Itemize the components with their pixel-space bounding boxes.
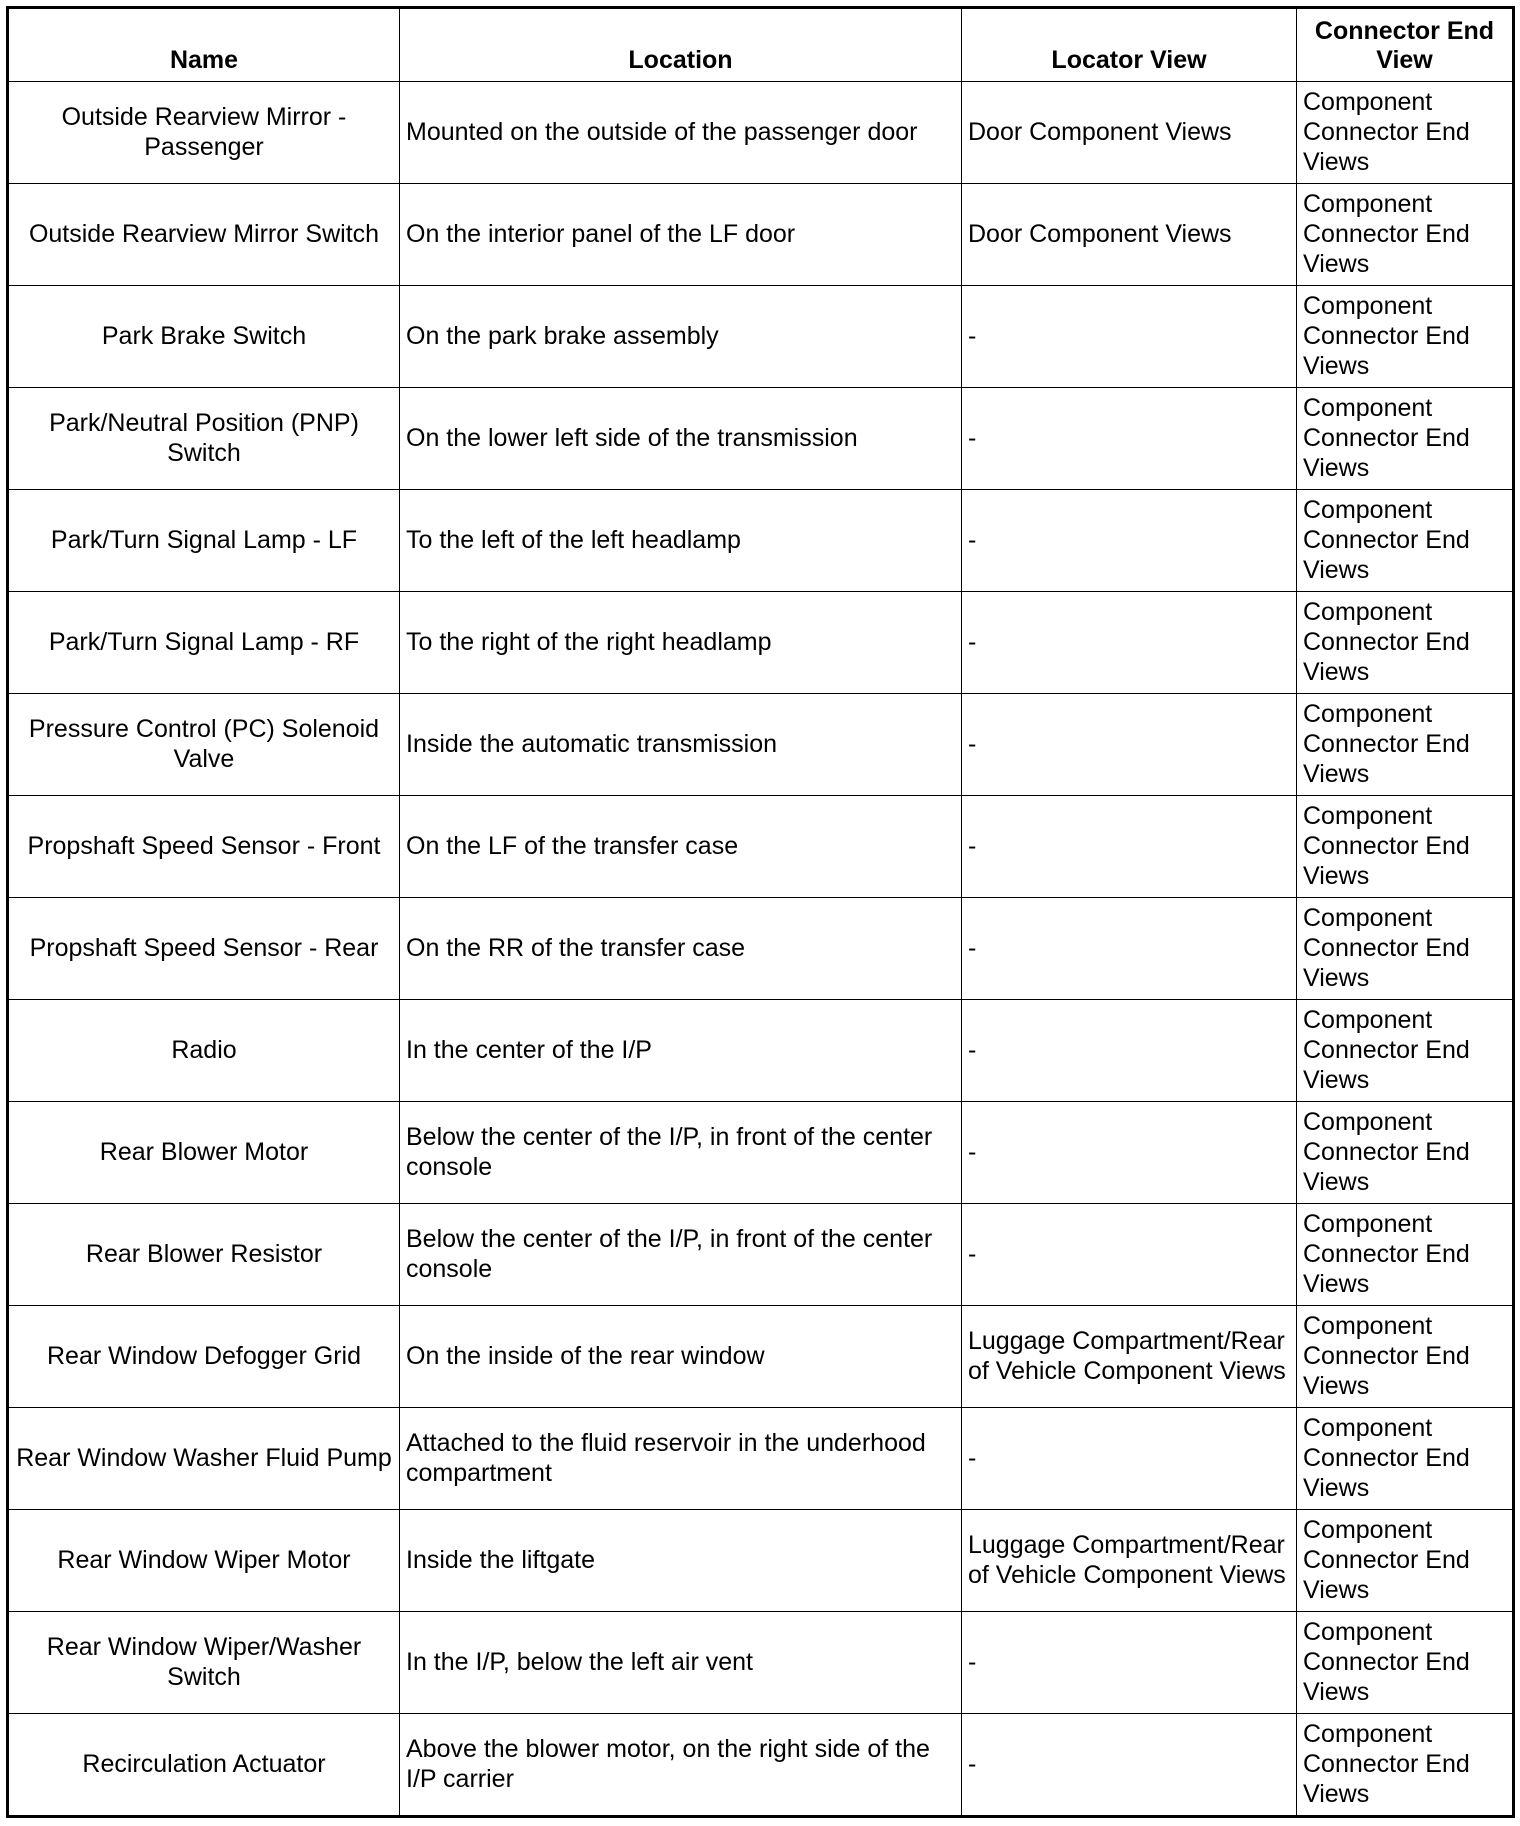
table-row: [8, 795, 1514, 897]
cell-name: Outside Rearview Mirror - Passenger: [8, 82, 400, 184]
cell-connector-end-view: Component Connector End Views: [1297, 387, 1514, 489]
table-body: [8, 82, 1514, 1817]
table-row: [8, 1713, 1514, 1816]
cell-name: Rear Window Defogger Grid: [8, 1305, 400, 1407]
cell-locator-view: -: [962, 1101, 1297, 1203]
cell-location: In the center of the I/P: [400, 999, 962, 1101]
header-row: [8, 8, 1514, 82]
cell-location: To the right of the right headlamp: [400, 591, 962, 693]
cell-locator-view: -: [962, 1611, 1297, 1713]
cell-locator-view: -: [962, 693, 1297, 795]
cell-location: On the RR of the transfer case: [400, 897, 962, 999]
header-connector-end-view: Connector End View: [1297, 8, 1514, 82]
cell-connector-end-view: Component Connector End Views: [1297, 1407, 1514, 1509]
cell-name: Park/Turn Signal Lamp - RF: [8, 591, 400, 693]
table-row: [8, 1509, 1514, 1611]
table-row: [8, 387, 1514, 489]
cell-name: Propshaft Speed Sensor - Rear: [8, 897, 400, 999]
cell-locator-view: -: [962, 1713, 1297, 1816]
table-row: [8, 285, 1514, 387]
cell-connector-end-view: Component Connector End Views: [1297, 693, 1514, 795]
cell-connector-end-view: Component Connector End Views: [1297, 285, 1514, 387]
table-row: [8, 183, 1514, 285]
component-locator-table-wrapper: [6, 6, 1512, 1818]
cell-location: Below the center of the I/P, in front of the center console: [400, 1203, 962, 1305]
cell-name: Rear Blower Resistor: [8, 1203, 400, 1305]
table-row: [8, 1407, 1514, 1509]
header-location: Location: [400, 8, 962, 82]
table-row: [8, 1611, 1514, 1713]
component-locator-table: [6, 6, 1515, 1818]
cell-connector-end-view: Component Connector End Views: [1297, 1611, 1514, 1713]
cell-locator-view: Door Component Views: [962, 82, 1297, 184]
cell-locator-view: -: [962, 1203, 1297, 1305]
cell-location: On the inside of the rear window: [400, 1305, 962, 1407]
cell-connector-end-view: Component Connector End Views: [1297, 1305, 1514, 1407]
cell-name: Rear Window Washer Fluid Pump: [8, 1407, 400, 1509]
cell-connector-end-view: Component Connector End Views: [1297, 183, 1514, 285]
cell-location: Mounted on the outside of the passenger door: [400, 82, 962, 184]
table-row: [8, 1101, 1514, 1203]
cell-connector-end-view: Component Connector End Views: [1297, 897, 1514, 999]
table-row: [8, 1203, 1514, 1305]
cell-connector-end-view: Component Connector End Views: [1297, 999, 1514, 1101]
table-row: [8, 591, 1514, 693]
cell-locator-view: -: [962, 387, 1297, 489]
cell-location: On the lower left side of the transmission: [400, 387, 962, 489]
header-name: Name: [8, 8, 400, 82]
cell-name: Recirculation Actuator: [8, 1713, 400, 1816]
cell-location: To the left of the left headlamp: [400, 489, 962, 591]
cell-connector-end-view: Component Connector End Views: [1297, 489, 1514, 591]
cell-locator-view: -: [962, 591, 1297, 693]
cell-location: On the interior panel of the LF door: [400, 183, 962, 285]
cell-name: Rear Window Wiper Motor: [8, 1509, 400, 1611]
cell-name: Park/Turn Signal Lamp - LF: [8, 489, 400, 591]
cell-locator-view: -: [962, 999, 1297, 1101]
cell-connector-end-view: Component Connector End Views: [1297, 1509, 1514, 1611]
table-row: [8, 1305, 1514, 1407]
cell-connector-end-view: Component Connector End Views: [1297, 1713, 1514, 1816]
cell-locator-view: Door Component Views: [962, 183, 1297, 285]
cell-location: Attached to the fluid reservoir in the underhood compartment: [400, 1407, 962, 1509]
table-row: [8, 999, 1514, 1101]
cell-locator-view: -: [962, 489, 1297, 591]
cell-connector-end-view: Component Connector End Views: [1297, 795, 1514, 897]
cell-connector-end-view: Component Connector End Views: [1297, 1101, 1514, 1203]
cell-name: Rear Blower Motor: [8, 1101, 400, 1203]
cell-locator-view: -: [962, 1407, 1297, 1509]
cell-locator-view: -: [962, 897, 1297, 999]
cell-locator-view: -: [962, 285, 1297, 387]
header-locator-view: Locator View: [962, 8, 1297, 82]
cell-location: Inside the liftgate: [400, 1509, 962, 1611]
cell-name: Park Brake Switch: [8, 285, 400, 387]
cell-connector-end-view: Component Connector End Views: [1297, 591, 1514, 693]
cell-location: Above the blower motor, on the right side of the I/P carrier: [400, 1713, 962, 1816]
cell-location: On the LF of the transfer case: [400, 795, 962, 897]
cell-name: Rear Window Wiper/Washer Switch: [8, 1611, 400, 1713]
cell-connector-end-view: Component Connector End Views: [1297, 1203, 1514, 1305]
cell-locator-view: Luggage Compartment/Rear of Vehicle Component Views: [962, 1509, 1297, 1611]
table-row: [8, 897, 1514, 999]
cell-name: Propshaft Speed Sensor - Front: [8, 795, 400, 897]
cell-name: Park/Neutral Position (PNP) Switch: [8, 387, 400, 489]
cell-name: Radio: [8, 999, 400, 1101]
cell-locator-view: -: [962, 795, 1297, 897]
table-row: [8, 693, 1514, 795]
cell-locator-view: Luggage Compartment/Rear of Vehicle Component Views: [962, 1305, 1297, 1407]
cell-connector-end-view: Component Connector End Views: [1297, 82, 1514, 184]
cell-location: In the I/P, below the left air vent: [400, 1611, 962, 1713]
table-row: [8, 489, 1514, 591]
cell-location: On the park brake assembly: [400, 285, 962, 387]
cell-name: Outside Rearview Mirror Switch: [8, 183, 400, 285]
cell-location: Below the center of the I/P, in front of the center console: [400, 1101, 962, 1203]
table-row: [8, 82, 1514, 184]
cell-location: Inside the automatic transmission: [400, 693, 962, 795]
cell-name: Pressure Control (PC) Solenoid Valve: [8, 693, 400, 795]
